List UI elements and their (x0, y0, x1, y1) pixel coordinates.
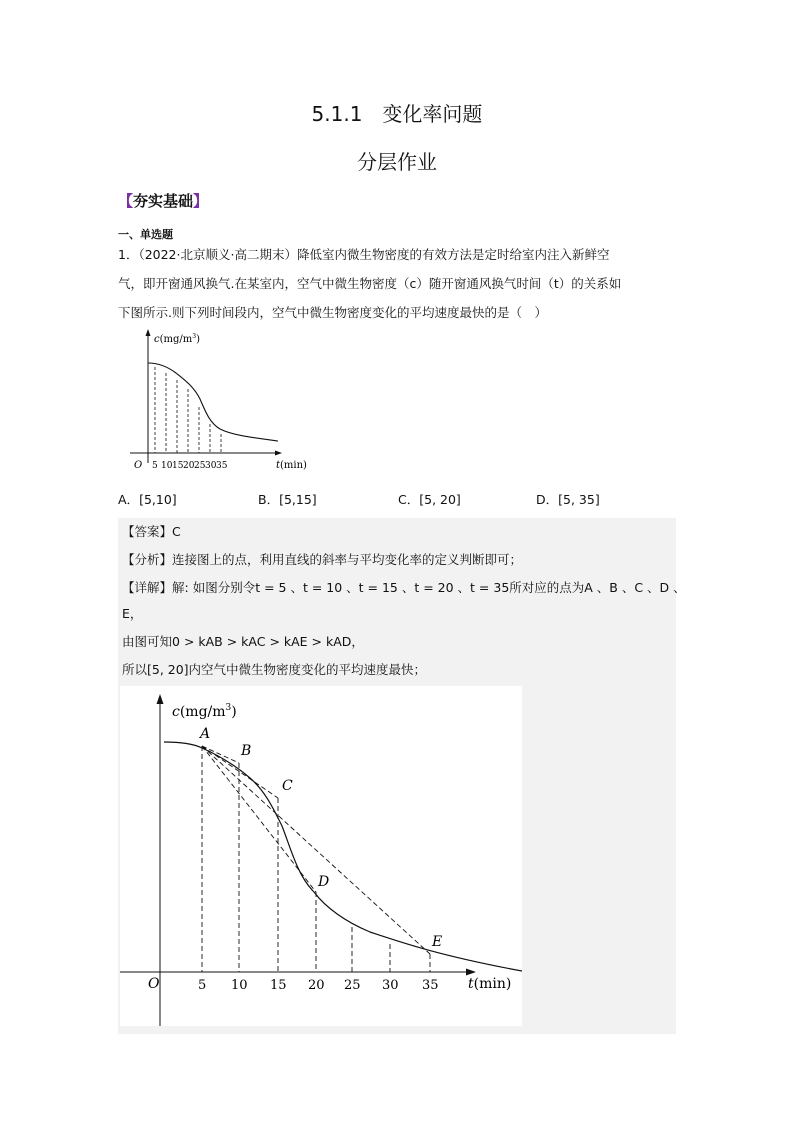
question-figure (120, 325, 320, 475)
point-label-D: D (318, 874, 330, 890)
y-axis-arrow (146, 329, 151, 336)
option-b[interactable]: B．[5,15] (258, 492, 317, 507)
density-curve (164, 742, 522, 971)
analysis-line: 【分析】连接图上的点，利用直线的斜率与平均变化率的定义判断即可； (122, 552, 523, 567)
y-axis-label: $c(mg/m^3)$ (172, 703, 237, 720)
question-line: 1．（2022·北京顺义·高二期末）降低室内微生物密度的有效方法是定时给室内注入新鲜空 (118, 247, 610, 262)
x-tick-5: 5 (152, 461, 158, 471)
page-title: 5.1.1 变化率问题 (311, 102, 483, 126)
x-tick-30: 30 (382, 978, 399, 993)
x-tick-35: 35 (422, 978, 439, 993)
x-tick-20: 20 (183, 461, 195, 471)
conclusion-line: 所以[5, 20]内空气中微生物密度变化的平均速度最快； (122, 662, 427, 677)
x-tick-15: 15 (270, 978, 287, 993)
subsection-heading: 一、单选题 (118, 228, 173, 241)
x-tick-25: 25 (194, 461, 206, 471)
density-curve (148, 363, 278, 441)
option-d[interactable]: D．[5, 35] (536, 492, 600, 507)
x-axis-arrow (466, 969, 476, 976)
bracket-open: 【 (118, 192, 134, 210)
x-tick-35: 35 (216, 461, 228, 471)
point-label-E: E (432, 934, 443, 950)
x-tick-15: 15 (172, 461, 184, 471)
origin-label: O (134, 460, 143, 471)
section-label: 夯实基础 (133, 192, 194, 210)
x-axis-label: t(min) (468, 976, 512, 992)
x-tick-25: 25 (344, 978, 361, 993)
question-text (118, 240, 678, 327)
x-tick-30: 30 (205, 461, 217, 471)
y-axis-label: $c(mg/m^3)$ (154, 333, 200, 345)
point-label-B: B (241, 743, 252, 759)
x-tick-5: 5 (198, 978, 207, 993)
y-axis-arrow (157, 694, 164, 704)
inequality-line: 由图可知0 > kAB > kAC > kAE > kAD， (122, 634, 364, 649)
point-label-A: A (200, 726, 211, 742)
question-line: 气，即开窗通风换气.在某室内，空气中微生物密度（c）随开窗通风换气时间（t）的关系如 (118, 276, 622, 291)
chord-AE (202, 746, 430, 954)
page-subtitle: 分层作业 (357, 150, 437, 174)
detail-line: 【详解】解: 如图分别令t = 5 、t = 10 、t = 15 、t = 20 、t = 35所对应的点为A 、B 、C 、D 、 (122, 580, 686, 595)
x-tick-10: 10 (231, 978, 248, 993)
origin-label: O (148, 976, 160, 992)
x-axis-arrow (275, 451, 282, 456)
option-a[interactable]: A．[5,10] (118, 492, 177, 507)
solution-figure (120, 686, 522, 1026)
x-tick-20: 20 (308, 978, 325, 993)
x-tick-10: 10 (161, 461, 173, 471)
question-line: 下图所示.则下列时间段内，空气中微生物密度变化的平均速度最快的是（ ） (118, 305, 547, 320)
detail-line-2: E， (122, 606, 143, 621)
x-axis-label: t(min) (276, 460, 307, 471)
point-label-C: C (282, 778, 293, 794)
option-c[interactable]: C．[5, 20] (398, 492, 461, 507)
section-heading (118, 190, 208, 211)
bracket-close: 】 (193, 192, 209, 210)
answer-line: 【答案】C (122, 524, 181, 539)
chord-AB (202, 746, 239, 763)
